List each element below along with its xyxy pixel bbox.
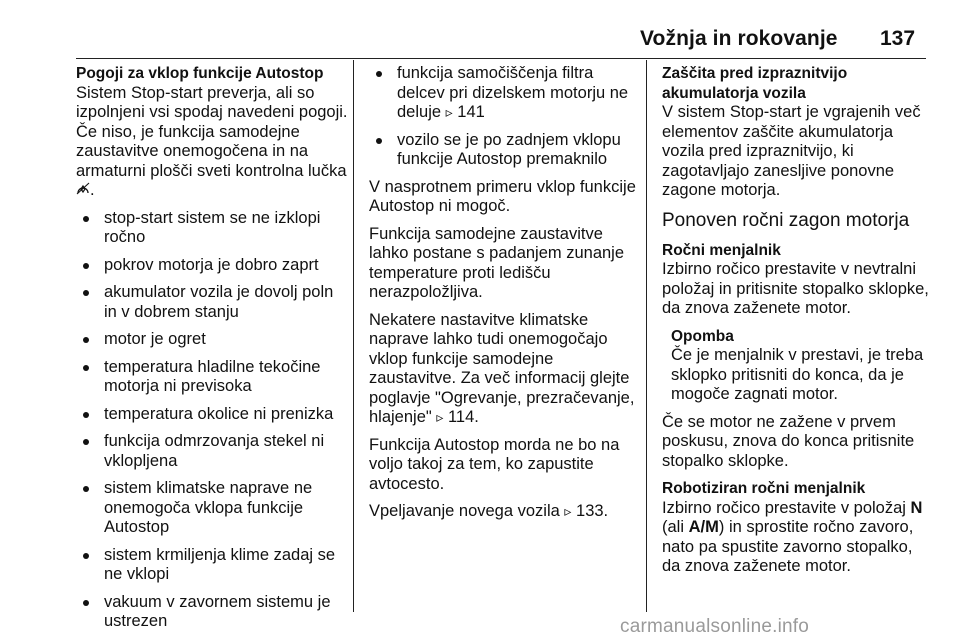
column-1: [76, 64, 348, 640]
bullet-icon: [83, 337, 89, 343]
column-2: [369, 64, 639, 530]
paragraph: Nekatere nastavitve klimatske naprave lahko tudi onemogočajo vklop funkcije samodejne zaustavitve. Za več informacij glejte poglavje "Ogrevanje, prezračevanje, hlajenje" ▹ 114.: [369, 310, 635, 426]
section-title: Ponoven ročni zagon motorja: [662, 209, 910, 231]
column-3: [662, 64, 930, 585]
manual-transmission-heading: Ročni menjalnik: [662, 241, 781, 259]
paragraph: V nasprotnem primeru vklop funkcije Autostop ni mogoč.: [369, 177, 636, 215]
gear-position-n: N: [910, 498, 923, 517]
triangle-right-icon: ▹: [445, 104, 453, 120]
page-number: 137: [880, 27, 916, 50]
column-divider-2: [646, 60, 647, 612]
bullet-icon: [83, 263, 89, 269]
bullet-icon: [376, 138, 382, 144]
paragraph: Funkcija samodejne zaustavitve lahko postane s padanjem zunanje temperature proti ledišču nerazpoložljiva.: [369, 224, 625, 301]
header-rule: [76, 58, 926, 59]
note-label: Opomba: [671, 327, 734, 345]
bullet-icon: [83, 486, 89, 492]
bullet-icon: [376, 71, 382, 77]
list-item: pokrov motorja je dobro zaprt: [76, 256, 348, 276]
bullet-icon: [83, 365, 89, 371]
bullet-icon: [83, 290, 89, 296]
conditions-list-continued: [369, 64, 639, 170]
bullet-icon: [83, 553, 89, 559]
list-item: temperatura okolice ni prenizka: [76, 405, 348, 425]
bullet-icon: [83, 216, 89, 222]
list-item: sistem klimatske naprave ne onemogoča vklopa funkcije Autostop: [76, 479, 348, 538]
list-item: akumulator vozila je dovolj poln in v dobrem stanju: [76, 283, 348, 322]
bullet-icon: [83, 412, 89, 418]
page-reference-link[interactable]: 133.: [576, 502, 609, 520]
page-reference-link[interactable]: 141: [457, 103, 485, 121]
bullet-icon: [83, 439, 89, 445]
list-item: vakuum v zavornem sistemu je ustrezen: [76, 593, 348, 632]
autostop-conditions-intro: Sistem Stop-start preverja, ali so izpolnjeni vsi spodaj navedeni pogoji. Če niso, je funkcija samodejne zaustavitve onemogočena in na armaturni plošči sveti kontrolna lučka .: [76, 83, 348, 199]
triangle-right-icon: ▹: [564, 503, 572, 519]
bullet-icon: [83, 600, 89, 606]
paragraph: Če se motor ne zažene v prvem poskusu, znova do konca pritisnite stopalko sklopke.: [662, 412, 915, 470]
triangle-right-icon: ▹: [436, 409, 444, 425]
list-item: funkcija odmrzovanja stekel ni vklopljena: [76, 432, 348, 471]
battery-protection-heading: Zaščita pred izpraznitvijo akumulatorja vozila: [662, 65, 848, 102]
paragraph: V sistem Stop-start je vgrajenih več elementov zaščite akumulatorja vozila pred izpraznitvijo, ki zagotavljajo zanesljive ponovne zagone motorja.: [662, 103, 921, 199]
paragraph: Vpeljavanje novega vozila ▹ 133.: [369, 502, 609, 520]
conditions-list: [76, 209, 348, 632]
autostop-lamp-icon: [76, 181, 90, 201]
page-reference-link[interactable]: 114.: [447, 408, 479, 426]
list-item: vozilo se je po zadnjem vklopu funkcije Autostop premaknilo: [369, 131, 639, 170]
column-divider-1: [353, 60, 354, 612]
gear-position-am: A/M: [688, 518, 719, 536]
list-item: sistem krmiljenja klime zadaj se ne vklopi: [76, 546, 348, 585]
note-box: [662, 327, 930, 405]
list-item: stop-start sistem se ne izklopi ročno: [76, 209, 348, 248]
autostop-conditions-heading: Pogoji za vklop funkcije Autostop: [76, 65, 324, 82]
list-item: motor je ogret: [76, 330, 348, 350]
paragraph: Izbirno ročico prestavite v nevtralni položaj in pritisnite stopalko sklopke, da znova zaženete motor.: [662, 260, 929, 317]
paragraph: Izbirno ročico prestavite v položaj N (ali A/M) in sprostite ročno zavoro, nato pa spustite zavorno stopalko, da znova zaženete motor.: [662, 498, 923, 575]
robotized-transmission-heading: Robotiziran ročni menjalnik: [662, 480, 866, 497]
paragraph: Funkcija Autostop morda ne bo na voljo takoj za tem, ko zapustite avtocesto.: [369, 435, 620, 493]
list-item: temperatura hladilne tekočine motorja ni previsoka: [76, 358, 348, 397]
watermark: carmanualsonline.info: [620, 616, 810, 637]
page-header-title: Vožnja in rokovanje: [640, 27, 838, 50]
list-item: funkcija samočiščenja filtra delcev pri dizelskem motorju ne deluje ▹ 141: [369, 64, 639, 123]
note-text: Če je menjalnik v prestavi, je treba sklopko pritisniti do konca, da je mogoče zagnati motor.: [671, 346, 924, 403]
